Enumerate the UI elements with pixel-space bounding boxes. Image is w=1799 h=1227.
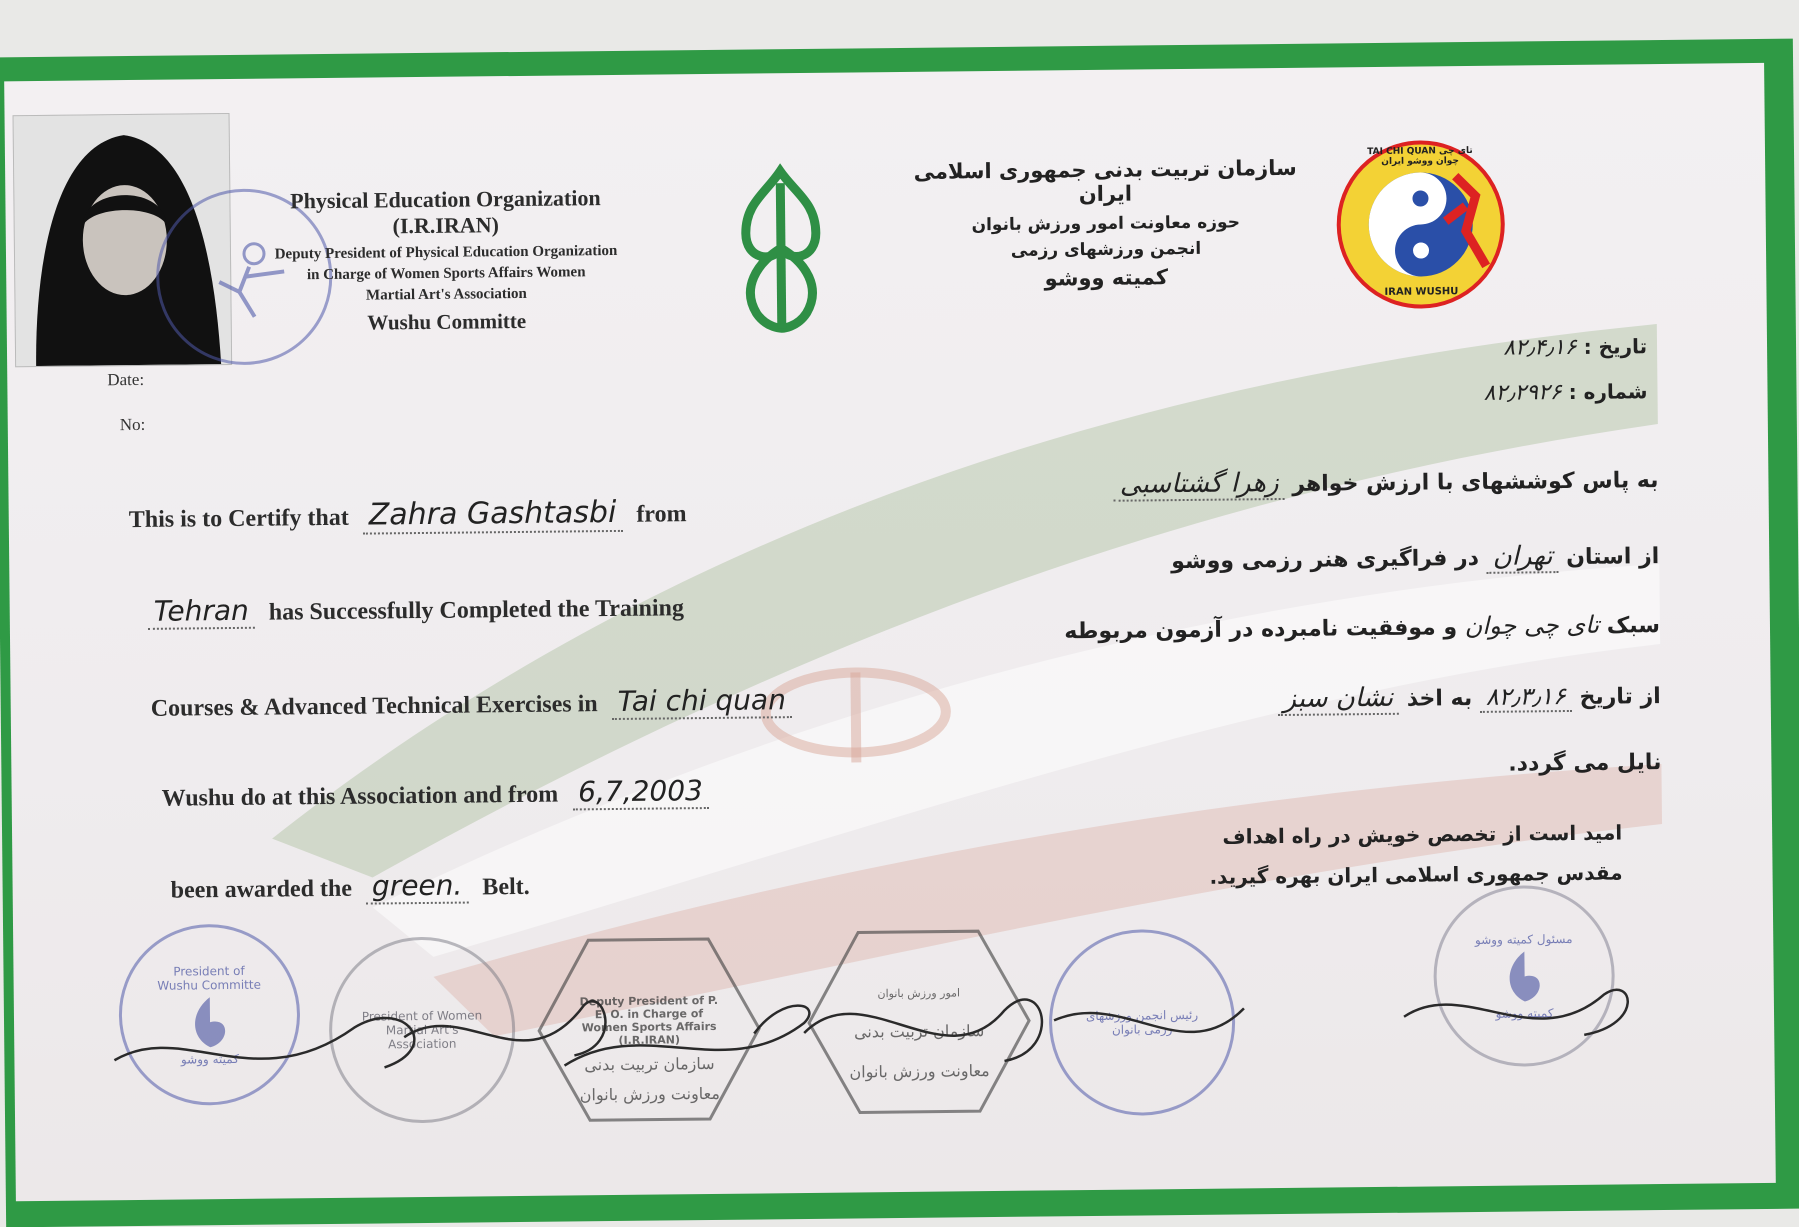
fa-body-line-2 xyxy=(879,540,1660,618)
fa-header-line-4: کمیته ووشو xyxy=(1044,265,1169,291)
fa-date-value: ۸۲٫۴٫۱۶ xyxy=(1503,334,1577,361)
stamp-1-text: President of Wushu Committe xyxy=(157,963,261,993)
fa-date: ۸۲٫۳٫۱۶ xyxy=(1480,682,1572,713)
fa-body-line-3 xyxy=(880,610,1661,688)
en-body-line-3 xyxy=(151,683,793,725)
date-label-en: Date: xyxy=(107,369,145,390)
en-date: 6,7,2003 xyxy=(572,774,709,810)
fa-body-line-7: مقدس جمهوری اسلامی ایران بهره گیرید. xyxy=(1209,860,1623,889)
fa-no-label: شماره : xyxy=(1568,379,1648,404)
english-header xyxy=(245,185,647,337)
en-certify-text: This is to Certify that xyxy=(128,504,349,534)
en-belt-text: Belt. xyxy=(482,873,530,901)
en-body-line-2 xyxy=(148,589,685,630)
logo-arc-bottom: IRAN WUSHU xyxy=(1384,286,1459,298)
fa-style: تای چی چوان xyxy=(1464,610,1600,641)
org-name-en: Physical Education Organization (I.R.IRAN) xyxy=(290,185,601,239)
stamp-3-text: Deputy President of P. E. O. in Charge of Women Sports Affairs (I.R.IRAN) xyxy=(579,993,719,1047)
stamp-6-text: مسئول کمیته ووشو xyxy=(1474,931,1573,947)
en-body-line-5 xyxy=(170,868,529,907)
en-association-text: Wushu do at this Association and from xyxy=(161,781,559,812)
stamp-2-text: President of Women Martial Art's Association xyxy=(361,1008,483,1052)
fa-header-line-1: سازمان تربیت بدنی جمهوری اسلامی ایران xyxy=(913,155,1297,207)
en-city: Tehran xyxy=(148,594,255,630)
fa-learning-text: در فراگیری هنر رزمی ووشو xyxy=(1171,545,1480,575)
fa-from-date-label: از تاریخ xyxy=(1579,684,1661,710)
signatures xyxy=(103,924,1705,1141)
en-courses-text: Courses & Advanced Technical Exercises in xyxy=(150,691,598,722)
fa-certify-text: به پاس کوششهای با ارزش خواهر xyxy=(1292,468,1659,497)
header-line-1: Deputy President of Physical Education Organization xyxy=(274,242,618,263)
fa-header-line-3: انجمن ورزشهای رزمی xyxy=(1010,238,1202,261)
fa-date-row xyxy=(1347,334,1647,362)
en-awarded-text: been awarded the xyxy=(170,875,353,904)
en-belt-color: green. xyxy=(366,869,469,905)
fa-province-text: از استان xyxy=(1566,544,1660,571)
fa-body-line-5: نایل می گردد. xyxy=(1508,750,1662,777)
certificate-frame xyxy=(0,39,1799,1227)
fa-body xyxy=(878,464,1663,908)
fa-style-label: سبک xyxy=(1606,613,1661,639)
en-body-line-1 xyxy=(129,494,687,537)
persian-header xyxy=(885,156,1326,293)
stamp-1-bottom: کمیته ووشو xyxy=(180,1051,239,1067)
stamp-4-top: امور ورزش بانوان xyxy=(877,986,961,1001)
no-label-en: No: xyxy=(119,414,146,435)
stamp-3-fa-bottom: معاونت ورزش بانوان xyxy=(579,1083,721,1105)
fa-no-value: ۸۲٫۲۹۲۶ xyxy=(1483,380,1562,406)
fa-recipient-name: زهرا گشتاسبی xyxy=(1114,468,1285,502)
stamp-5-text: رئیس انجمن ورزشهای رزمی بانوان xyxy=(1085,1007,1199,1037)
fa-header-line-2: حوزه معاونت امور ورزش بانوان xyxy=(971,212,1241,236)
header-line-2: in Charge of Women Sports Affairs Women xyxy=(306,264,586,284)
fa-body-line-4 xyxy=(881,680,1662,758)
fa-no-row xyxy=(1347,379,1647,407)
fa-body-line-6: امید است از تخصص خویش در راه اهداف xyxy=(1222,820,1623,849)
fa-receive-text: به اخذ xyxy=(1406,686,1473,712)
fa-belt: نشان سبز xyxy=(1277,683,1399,716)
fa-city: تهران xyxy=(1486,541,1558,574)
center-emblem-icon xyxy=(725,163,837,339)
stamp-6-bottom: کمیته ووشو xyxy=(1495,1005,1554,1021)
header-line-4: Wushu Committe xyxy=(367,308,527,335)
fa-exam-text: و موفقیت نامبرده در آزمون مربوطه xyxy=(1064,615,1458,645)
logo-arc-top: TAI CHI QUAN تای چی چوان ووشو ایران xyxy=(1367,145,1473,167)
fa-body-line-1 xyxy=(878,464,1659,528)
header-line-3: Martial Art's Association xyxy=(365,285,527,304)
en-completed-text: has Successfully Completed the Training xyxy=(268,595,685,626)
wushu-logo xyxy=(1335,136,1507,313)
stamp-3-fa: سازمان تربیت بدنی xyxy=(584,1053,715,1075)
en-recipient-name: Zahra Gashtasbi xyxy=(363,495,623,535)
stamp-4-bottom: معاونت ورزش بانوان xyxy=(849,1061,990,1082)
en-style: Tai chi quan xyxy=(611,683,792,720)
en-from-text: from xyxy=(636,501,687,528)
stamp-4-fa: سازمان تربیت بدنی xyxy=(853,1021,985,1042)
fa-date-label: تاریخ : xyxy=(1583,334,1648,359)
certificate-paper xyxy=(4,63,1776,1201)
en-body-line-4 xyxy=(161,774,709,815)
